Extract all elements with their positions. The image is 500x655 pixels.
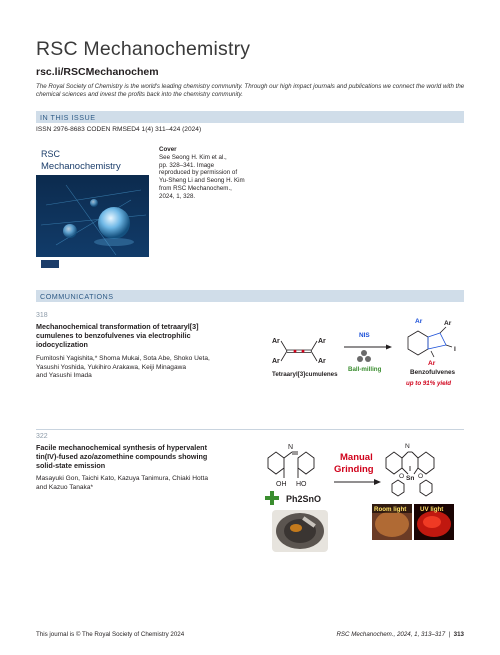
- cover-caption: [159, 146, 257, 201]
- journal-url[interactable]: rsc.li/RSCMechanochem: [36, 66, 159, 78]
- cover-caption-line: See Seong H. Kim et al.,: [159, 153, 227, 161]
- article-title-line: solid-state emission: [36, 461, 106, 471]
- ar-label: Ar: [444, 320, 452, 327]
- ar-label: Ar: [272, 358, 280, 365]
- article-title[interactable]: [36, 443, 251, 471]
- cumulene-scheme: [268, 315, 464, 393]
- footer-page-number: 313: [453, 631, 464, 638]
- article-authors: [36, 475, 251, 492]
- cover-caption-line: pp. 328–341. Image: [159, 161, 215, 169]
- journal-title: RSC Mechanochemistry: [36, 38, 251, 60]
- ar-label: Ar: [318, 338, 326, 345]
- author-line: Yasushi Yoshida, Yukihiro Arakawa, Keiji Minagawa: [36, 363, 187, 371]
- journal-intro: The Royal Society of Chemistry is the world's leading chemistry community. Through our high impact journals and publications we connect the world with the chemical sciences and invest the profits back into the chemistry community.: [36, 83, 465, 99]
- reagent-label: NIS: [359, 332, 370, 339]
- cover-image[interactable]: [36, 145, 149, 271]
- ar-label: Ar: [318, 358, 326, 365]
- oh-label: OH: [276, 481, 287, 488]
- article-title[interactable]: [36, 322, 251, 350]
- in-this-issue-label: IN THIS ISSUE: [40, 112, 96, 122]
- cover-art: [36, 145, 149, 271]
- sn-label: Sn: [406, 475, 415, 482]
- author-line: and Kazuo Tanaka*: [36, 483, 94, 491]
- article-title-line: Facile mechanochemical synthesis of hypervalent: [36, 443, 207, 452]
- uv-light-label: UV light: [420, 506, 444, 513]
- communications-label: COMMUNICATIONS: [40, 291, 114, 301]
- plus-icon: [265, 491, 279, 505]
- n-label: N: [288, 444, 294, 451]
- azo-tin-scheme: [262, 438, 464, 618]
- footer-copyright: This journal is © The Royal Society of Chemistry 2024: [36, 631, 185, 638]
- ar-label: Ar: [272, 338, 280, 345]
- mortar-photo: [272, 510, 328, 552]
- start-material-label: Tetraaryl[3]cumulenes: [272, 371, 338, 378]
- n-label: N: [405, 443, 410, 450]
- issn-line: ISSN 2976-8683 CODEN RMSED4 1(4) 311–424 (2024): [36, 126, 202, 133]
- ar-label: Ar: [428, 360, 436, 367]
- in-this-issue-bar: [36, 111, 464, 123]
- rsc-logo: [41, 260, 59, 268]
- article-title-line: Mechanochemical transformation of tetraaryl[3]: [36, 322, 199, 331]
- ho-label: HO: [296, 481, 307, 488]
- author-line: and Yasushi Imada: [36, 372, 92, 380]
- cover-caption-line: reproduced by permission of: [159, 169, 238, 177]
- cover-sphere: [98, 207, 130, 239]
- article-authors: [36, 355, 251, 381]
- yield-label: up to 91% yield: [406, 380, 452, 387]
- author-line: Masayuki Gon, Taichi Kato, Kazuya Tanimura, Chiaki Hotta: [36, 475, 209, 482]
- cover-journal-text: Mechanochemistry: [41, 161, 121, 172]
- author-line: Fumitoshi Yagishita,* Shoma Mukai, Sota Abe, Shoko Ueta,: [36, 355, 210, 362]
- cover-caption-line: 2024, 1, 328.: [159, 192, 196, 200]
- cover-caption-line: from RSC Mechanochem.,: [159, 184, 232, 192]
- condition-label: Ball-milling: [348, 366, 382, 373]
- ar-label: Ar: [415, 318, 423, 325]
- tin-reagent-label: Ph2SnO: [286, 494, 322, 504]
- footer-citation: RSC Mechanochem., 2024, 1, 313–317 | 313: [336, 631, 464, 638]
- o-label: O: [418, 473, 424, 480]
- iodine-label: I: [454, 346, 456, 353]
- room-light-label: Room light: [374, 506, 407, 513]
- cover-caption-line: Yu-Sheng Li and Seong H. Kim: [159, 177, 245, 185]
- article-title-line: tin(IV)-fused azo/azomethine compounds showing: [36, 452, 208, 462]
- ball-mill-balls-icon: [357, 350, 371, 362]
- manual-label: Manual: [340, 452, 373, 463]
- article-divider: [36, 429, 464, 430]
- article-page-number: 322: [36, 433, 48, 440]
- product-label: Benzofulvenes: [410, 369, 456, 376]
- article-page-number: 318: [36, 312, 48, 319]
- footer-journal-citation: RSC Mechanochem., 2024, 1, 313–317: [336, 631, 446, 638]
- article-title-line: cumulenes to benzofulvenes via electrophilic: [36, 331, 191, 341]
- grinding-label: Grinding: [334, 464, 374, 475]
- communications-bar: [36, 290, 464, 302]
- article-title-line: iodocyclization: [36, 340, 88, 350]
- o-label: O: [399, 473, 405, 480]
- cover-caption-heading: Cover: [159, 146, 177, 153]
- cover-rsc-text: RSC: [41, 149, 61, 159]
